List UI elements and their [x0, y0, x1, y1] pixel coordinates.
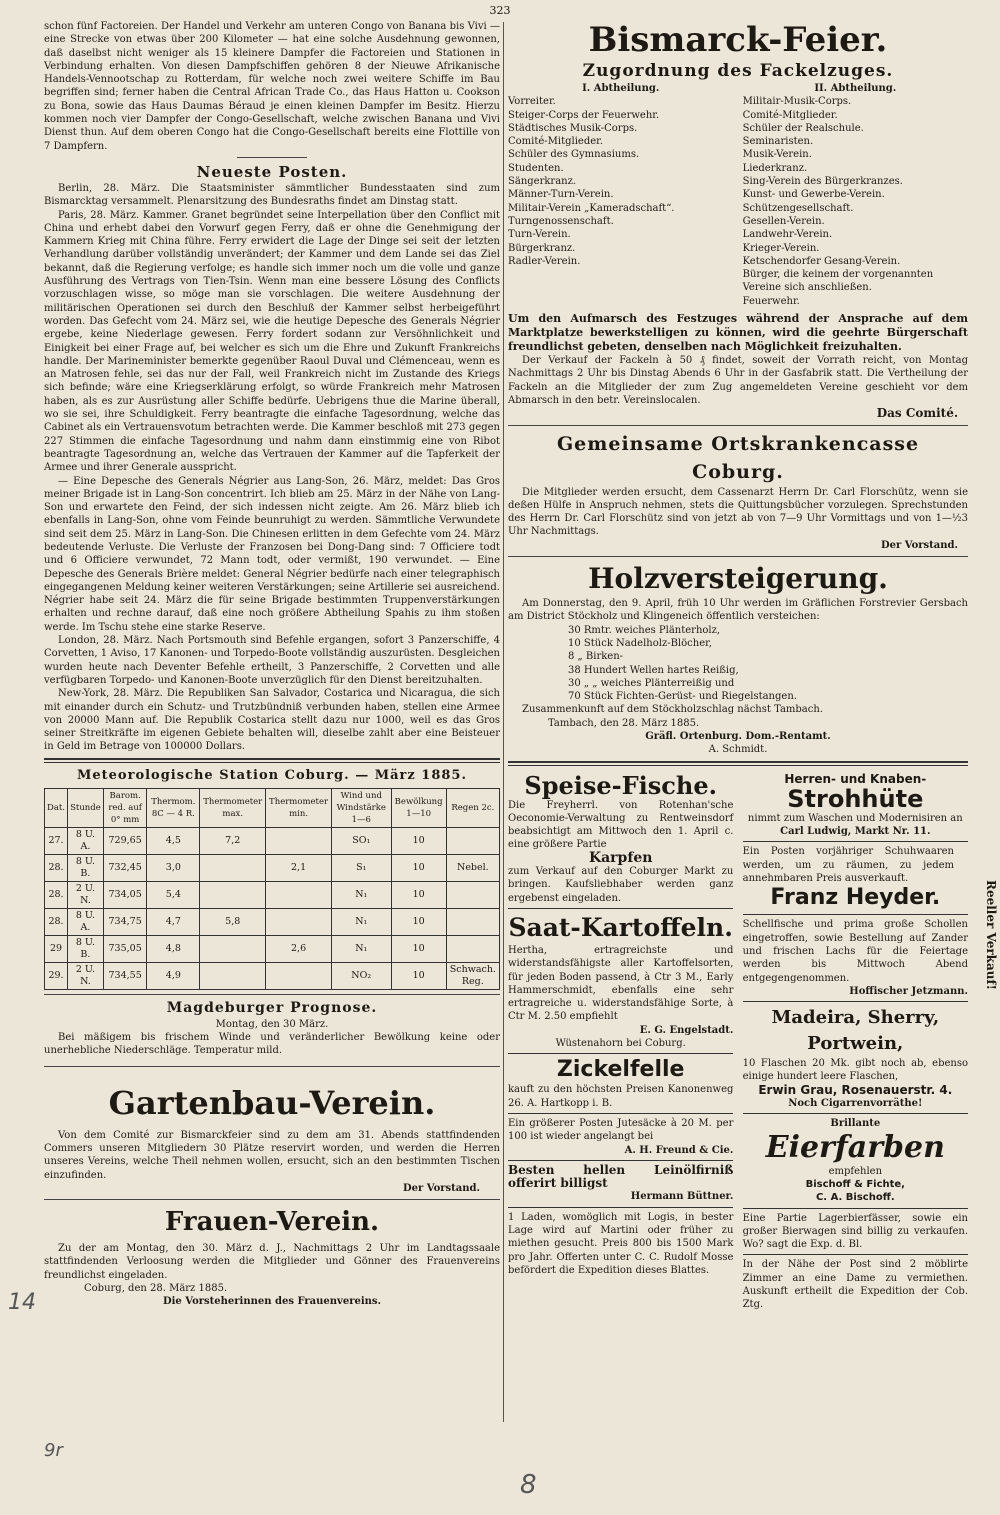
saat-title: Saat-Kartoffeln. [508, 912, 733, 942]
list-item: Feuerwehr. [742, 295, 800, 307]
holz-sign: Gräfl. Ortenburg. Dom.-Rentamt. [645, 730, 831, 742]
saat-place: Wüstenahorn bei Coburg. [555, 1038, 686, 1050]
bismarck-title: Bismarck-Feier. [588, 20, 888, 60]
garten-text: Von dem Comité zur Bismarckfeier sind zu dem am 31. Abends stattfindenden Commers unseren Mitgliedern 30 Plätze reservirt worden, und werden die Herren unseres Vereins, welche Theil nehmen wollen, ersucht, sich an den bestimmten Tischen einzufinden. [44, 1129, 500, 1181]
hut-sign: Carl Ludwig, Markt Nr. 11. [780, 826, 931, 838]
right-column [508, 20, 968, 1315]
kranken-title: Gemeinsame Ortskrankencasse Coburg. [556, 432, 920, 483]
fische-title: Speise-Fische. [524, 770, 717, 800]
holz-name: A. Schmidt. [708, 744, 768, 756]
zickel-text: kauft zu den höchsten Preisen Kanonenweg 26. A. Hartkopp i. B. [508, 1084, 734, 1109]
list-item: Radler-Verein. [508, 255, 581, 267]
list-item: Kunst- und Gewerbe-Verein. [742, 189, 885, 201]
list-item: Städtisches Musik-Corps. [508, 122, 638, 134]
madeira-note: Noch Cigarrenvorräthe! [788, 1098, 923, 1110]
list-item: Comité-Mitglieder. [508, 136, 604, 148]
weather-cell: N₁ [331, 881, 391, 908]
congo-article: schon fünf Factoreien. Der Handel und Verkehr am unteren Congo von Banana bis Vivi — eine Strecke von etwas über 200 Kilometer — hat eine solche Ausdehnung gewonnen, daß daselbst nicht weniger als 15 kleinere Dampfer die Factoreien und Stationen in Verbindung erhalten. Von diesen Dampfschiffen gehören 8 der Nieuwe Afrikanische Handels-Vennootschap zu Rotterdam, für welche noch zwei weitere Schiffe im Bau begriffen sind; ferner haben die Central African Trade Co., das Haus Hatton u. Cookson zu Bona, sowie das Haus Daumas Béraud je einen kleinen Dampfer im Besitz. Hierzu kommen noch vier Dampfer der Congo-Gesellschaft, welche zwischen Banana und Vivi Dienst thun. Auf dem oberen Congo hat die Congo-Gesellschaft bereits eine Flottille von 7 Dampfern. [44, 21, 500, 152]
prognose-title: Magdeburger Prognose. [166, 999, 378, 1016]
weather-cell: N₁ [331, 935, 391, 962]
table-row [45, 962, 500, 989]
kranken-sign: Der Vorstand. [880, 539, 958, 551]
news-paris: Paris, 28. März. Kammer. Granet begründet seine Interpellation über den Conflict mit China und erhebt dabei den Vorwurf gegen Ferry, daß er ohne die Genehmigung der Kammern Krieg mit China führe. Ferry erwidert die Lage der Dinge sei seit der letzten Verhandlung darüber vollständig unverändert; der Kammer und dem Lande sei das Ziel bekannt, daß die Regierung verfolge; es handle sich immer noch um die volle und ganze Ausführung des Vertrags von Tien-Tsin. Wenn man eine bessere Lösung des Conflicts vorzuschlagen wisse, so möge man sie vorschlagen. Die weitere Ausdehnung der militärischen Operationen sei durch den Beschluß der Kammer selbst herbeigeführt worden. Das Gefecht vom 24. März sei, wie die heutige Depesche des Generals Négrier ergebe, keine Niederlage gewesen. Ferry fordert sodann zur Versöhnlichkeit und Einigkeit bei einer Frage auf, bei welcher es sich um die Ehre und Zukunft Frankreichs handle. Der Marineminister bemerkte gegenüber Raoul Duval und Clémenceau, wenn es an Matrosen fehle, sei das nur der Fall, weil Frankreich nicht im Zustande des Kriegs sich befinde; wäre eine Kriegserklärung erfolgt, so würde Frankreich mehr Matrosen haben, als es zur Ausrüstung aller Schiffe bedürfe. Uebrigens thue die Marine überall, wo sie sei, ihre Schuldigkeit. Ferry beantragte die einfache Tagesordnung, welche das Cabinet als ein Vertrauensvotum betrachten werde. Die Kammer beschloß mit 273 gegen 227 Stimmen die einfache Tagesordnung und nahm dann einstimmig eine von Ribot beantragte Tagesordnung an, welche das Vertrauen der Kammer auf die Tapferkeit der Armee und ihrer Generale ausspricht. [44, 209, 500, 474]
aufmarsch-text: Um den Aufmarsch des Festzuges während der Ansprache auf dem Marktplatze bewerkstelligen zu können, wird die geehrte Bürgerschaft freundlichst gebeten, denselben nach Möglichkeit freizuhalten. [508, 312, 968, 354]
abteilung-1-list [508, 95, 733, 268]
heyder-sign: Franz Heyder. [770, 885, 941, 911]
weather-cell: 27. [45, 827, 68, 854]
eier-sign-1: Bischoff & Fichte, [805, 1178, 905, 1190]
ad-strohhuete [743, 770, 968, 843]
divider [44, 758, 500, 763]
weather-cell: 10 [391, 962, 446, 989]
divider [237, 157, 307, 158]
weather-cell: 8 U. B. [68, 854, 104, 881]
ad-lager [743, 1209, 968, 1256]
holz-title: Holzversteigerung. [588, 562, 888, 596]
weather-cell: 2 U. N. [68, 881, 104, 908]
weather-header: Bewölkung 1—10 [391, 788, 446, 827]
weather-cell: 5,4 [147, 881, 200, 908]
weather-cell [200, 881, 266, 908]
frauen-text: Zu der am Montag, den 30. März d. J., Nachmittags 2 Uhr im Landtagssaale stattfindenden Verloosung werden die Mitglieder und Gönner des Frauenvereins freundlichst eingeladen. [44, 1243, 500, 1281]
verkauf-text: Der Verkauf der Fackeln à 50 ₰ findet, soweit der Vorrath reicht, von Montag Nachmittags 2 Uhr bis Dinstag Abends 6 Uhr in der Gasfabrik statt. Die Vertheilung der Fackeln an die Mitglieder der zum Zug angemeldeten Vereine geschieht vor dem Abmarsch in den betr. Vereinslocalen. [508, 355, 968, 406]
frauen-sign: Die Vorsteherinnen des Frauenvereins. [162, 1296, 382, 1308]
news-newyork: New-York, 28. März. Die Republiken San Salvador, Costarica und Nicaragua, die sich mit einander durch ein Schutz- und Trutzbündniß verbunden haben, stellen eine Armee von 20000 Mann auf. Die Republik Costarica stellt dazu nur 1000, weil es das Gros seiner Streitkräfte im eigenen Gebiete behalten will, dieselbe zahlt aber eine Beisteuer in Geld im Betrage von 100000 Dollars. [44, 688, 500, 753]
table-row [45, 827, 500, 854]
leinoel-sign: Hermann Büttner. [630, 1191, 734, 1203]
table-row [45, 881, 500, 908]
prognose-date: Montag, den 30 März. [215, 1018, 329, 1030]
weather-cell: 5,8 [200, 908, 266, 935]
leinoel-text: Besten hellen Leinölfirniß offerirt billigst [508, 1162, 734, 1191]
madeira-title: Madeira, Sherry, Portwein, [771, 1007, 940, 1055]
ad-zickel [508, 1054, 733, 1114]
ad-heyder [743, 842, 968, 915]
weather-cell: NO₂ [331, 962, 391, 989]
news-paris-2: — Eine Depesche des Generals Négrier aus Lang-Son, 26. März, meldet: Das Gros meiner Brigade ist in Lang-Son concentrirt. Ich blieb am 25. März in der Nähe von Lang-Son und erwartete den Feind, der sich indessen nicht zeigte. Am 26. März blieb ich ebenfalls in Lang-Son, ohne vom Feinde beunruhigt zu werden. Sämmtliche Verwundete sind seit dem 25. März in Lang-Son. Die Chinesen erlitten in dem Gefechte vom 24. März bedeutende Verluste. Die Verluste der Franzosen bei Dong-Dang sind: 7 Officiere todt und 6 Officiere verwundet, 72 Mann todt, oder vermißt, 190 verwundet. — Eine Depesche des Generals Brière meldet: General Négrier bedürfe nach einer telegraphisch eingegangenen Meldung keiner weiteren Verstärkungen; seine Artillerie sei ausreichend. Négrier habe seit 24. März die für seine Brigade bestimmten Truppenverstärkungen erhalten und rechne darauf, daß eine noch größere Abtheilung Spahis zu ihm stoßen werde. Im Tschu stehe eine starke Reserve. [44, 475, 500, 633]
list-item: Seminaristen. [742, 136, 814, 148]
table-row [45, 935, 500, 962]
weather-cell: 8 U. B. [68, 935, 104, 962]
abteilung-2 [743, 82, 968, 308]
ad-fische [508, 770, 733, 909]
ad-eierfarben [743, 1114, 968, 1208]
divider [44, 1066, 500, 1067]
divider [44, 994, 500, 995]
weather-header: Dat. [45, 788, 68, 827]
weather-cell [266, 881, 332, 908]
list-item: Ketschendorfer Gesang-Verein. [742, 255, 901, 267]
column-divider [503, 22, 504, 1422]
ad-schellfische [743, 915, 968, 1002]
weather-cell: 8 U. A. [68, 908, 104, 935]
weather-cell: SO₁ [331, 827, 391, 854]
list-item: Sing-Verein des Bürgerkranzes. [742, 176, 903, 188]
margin-note-1: 14 [8, 1290, 36, 1315]
list-item: Turn-Verein. [508, 229, 571, 241]
ad-jute [508, 1114, 733, 1161]
comite-sign: Das Comité. [876, 406, 958, 421]
saat-text: Hertha, ertragreichste und widerstandsfähigste aller Kartoffelsorten, für jeden Boden passend, à Ctr 3 M., Early Hammerschmidt, ebenfalls eine sehr ertragreiche u. widerstandsfähige Sorte, à Ctr M. 2.50 empfiehlt [508, 944, 734, 1023]
eier-text: empfehlen [828, 1165, 883, 1177]
list-item: Schüler des Gymnasiums. [508, 149, 640, 161]
news-london: London, 28. März. Nach Portsmouth sind Befehle ergangen, sofort 3 Panzerschiffe, 4 Corvetten, 1 Aviso, 17 Kanonen- und Torpedo-Boote vollständig auszurüsten. Desgleichen wurden heute nach Deventer Befehle ertheilt, 3 Panzerschiffe, 2 Corvetten und alle verfügbaren Torpedo- und Kanonen-Boote unverzüglich für den Dienst bereitzuhalten. [44, 635, 500, 686]
weather-cell [446, 827, 499, 854]
weather-header: Regen 2c. [446, 788, 499, 827]
weather-cell: 28. [45, 881, 68, 908]
eier-pre: Brillante [830, 1118, 881, 1130]
list-item: Turngenossenschaft. [508, 215, 614, 227]
weather-header: Wind und Windstärke 1—6 [331, 788, 391, 827]
list-item: Bürgerkranz. [508, 242, 576, 254]
schell-text: Schellfische und prima große Schollen eingetroffen, sowie Bestellung auf Zander und frischen Lachs für die Feiertage werden bis Mittwoch Abend entgegengenommen. [742, 919, 968, 984]
divider [508, 425, 968, 426]
list-item: Krieger-Verein. [742, 242, 820, 254]
list-item: Studenten. [508, 162, 564, 174]
lager-text: Eine Partie Lagerbierfässer, sowie ein großer Bierwagen sind billig zu verkaufen. Wo? sagt die Exp. d. Bl. [742, 1212, 968, 1251]
weather-cell: 28. [45, 854, 68, 881]
weather-table [44, 788, 500, 990]
weather-cell: 2 U. N. [68, 962, 104, 989]
fackel-order [508, 82, 968, 308]
abteilung-1 [508, 82, 733, 308]
saat-sign: E. G. Engelstadt. [639, 1024, 734, 1036]
fische-text: Die Freyherrl. von Rotenhan'sche Oeconomie-Verwaltung zu Rentweinsdorf beabsichtigt am Mittwoch den 1. April c. eine größere Partie [508, 799, 734, 851]
weather-cell [446, 935, 499, 962]
fackel-title: Zugordnung des Fackelzuges. [582, 61, 894, 81]
list-item: Vorreiter. [508, 96, 556, 108]
weather-cell: S₁ [331, 854, 391, 881]
news-berlin: Berlin, 28. März. Die Staatsminister sämmtlicher Bundesstaaten sind zum Bismarcktag versammelt. Plenarsitzung des Bundesraths findet am Dinstag statt. [44, 182, 500, 208]
weather-header: Thermom. 8C — 4 R. [147, 788, 200, 827]
weather-cell: Nebel. [446, 854, 499, 881]
holz-items [508, 624, 968, 704]
fische-text-2: zum Verkauf auf den Coburger Markt zu bringen. Kaufsliebhaber werden ganz ergebenst eingeladen. [508, 866, 734, 904]
fische-karpfen: Karpfen [588, 849, 653, 866]
ads-grid [508, 770, 968, 1315]
weather-cell [266, 827, 332, 854]
weather-cell: 10 [391, 908, 446, 935]
madeira-text: 10 Flaschen 20 Mk. gibt noch ab, ebenso einige hundert leere Flaschen, [742, 1058, 968, 1083]
news-heading: Neueste Posten. [196, 162, 348, 181]
eier-sign-2: C. A. Bischoff. [815, 1192, 895, 1204]
weather-cell: Schwach. Reg. [446, 962, 499, 989]
eier-title: Eierfarben [765, 1129, 945, 1165]
madeira-sign: Erwin Grau, Rosenauerstr. 4. [758, 1082, 953, 1097]
ad-laden [508, 1208, 733, 1280]
weather-header: Stunde [68, 788, 104, 827]
weather-header: Thermometer min. [266, 788, 332, 827]
kranken-text: Die Mitglieder werden ersucht, dem Cassenarzt Herrn Dr. Carl Florschütz, wenn sie deßen Hülfe in Anspruch nehmen, stets die Quittungsbücher vorzulegen. Sprechstunden des Herrn Dr. Carl Florschütz sind von jetzt ab von 7—9 Uhr Vormittags und von 1—½3 Uhr Nachmittags. [508, 486, 968, 538]
weather-cell: 735,05 [103, 935, 147, 962]
frauen-date: Coburg, den 28. März 1885. [84, 1283, 228, 1294]
list-item: 38 Hundert Wellen hartes Reißig, [568, 664, 739, 676]
holz-meet: Zusammenkunft auf dem Stöckholzschlag nächst Tambach. [522, 704, 823, 716]
list-item: Militair-Musik-Corps. [742, 96, 852, 108]
weather-cell: 729,65 [103, 827, 147, 854]
weather-cell [266, 908, 332, 935]
weather-cell: 10 [391, 854, 446, 881]
page-number: 323 [489, 4, 511, 17]
list-item: Bürger, die keinem der vorgenannten Vereine sich anschließen. [742, 269, 934, 294]
list-item: Männer-Turn-Verein. [508, 189, 614, 201]
weather-title: Meteorologische Station Coburg. — März 1885. [76, 767, 467, 783]
holz-text: Am Donnerstag, den 9. April, früh 10 Uhr werden im Gräflichen Forstrevier Gersbach am District Stöckholz und Klingeneich öffentlich versteichen: [508, 598, 968, 623]
ad-madeira [743, 1002, 968, 1114]
weather-cell: 28. [45, 908, 68, 935]
weather-cell: 732,45 [103, 854, 147, 881]
weather-cell [446, 908, 499, 935]
weather-cell [266, 962, 332, 989]
weather-cell: 29. [45, 962, 68, 989]
abteilung-1-title: I. Abtheilung. [582, 83, 660, 94]
garten-title: Gartenbau-Verein. [108, 1083, 436, 1122]
hut-title-1: Herren- und Knaben- [784, 771, 927, 786]
weather-cell: 29 [45, 935, 68, 962]
ad-leinoel [508, 1161, 733, 1208]
list-item: Sängerkranz. [508, 176, 577, 188]
list-item: 8 „ Birken- [568, 651, 624, 663]
divider [508, 761, 968, 766]
weather-header: Barom. red. auf 0° mm [103, 788, 147, 827]
margin-note-3: 8 [520, 1470, 537, 1500]
weather-header: Thermometer max. [200, 788, 266, 827]
weather-cell: 4,7 [147, 908, 200, 935]
list-item: Comité-Mitglieder. [742, 109, 838, 121]
list-item: 30 Rmtr. weiches Plänterholz, [568, 624, 721, 636]
list-item: Landwehr-Verein. [742, 229, 833, 241]
list-item: Gesellen-Verein. [742, 215, 825, 227]
weather-cell: 10 [391, 935, 446, 962]
list-item: 70 Stück Fichten-Gerüst- und Riegelstangen. [568, 691, 797, 703]
abteilung-2-title: II. Abtheilung. [814, 83, 897, 94]
jute-text: Ein größerer Posten Jutesäcke à 20 M. per 100 ist wieder angelangt bei [508, 1117, 734, 1143]
weather-cell [200, 935, 266, 962]
left-column [44, 20, 500, 1309]
weather-cell: 10 [391, 827, 446, 854]
weather-cell [200, 962, 266, 989]
weather-cell: 2,6 [266, 935, 332, 962]
list-item: Militair-Verein „Kameradschaft“. [508, 202, 675, 214]
list-item: Musik-Verein. [742, 149, 812, 161]
ads-left [508, 770, 733, 1315]
heyder-vertical-note: Reeller Verkauf! [984, 880, 998, 990]
schell-sign: Hoffischer Jetzmann. [849, 985, 968, 997]
list-item: Schützengesellschaft. [742, 202, 854, 214]
weather-cell: N₁ [331, 908, 391, 935]
weather-cell: 4,9 [147, 962, 200, 989]
abteilung-2-list [743, 95, 968, 308]
laden-text: 1 Laden, womöglich mit Logis, in bester Lage wird auf Martini oder früher zu miethen gesucht. Preis 800 bis 1500 Mark pro Jahr. Offerten unter C. C. Rudolf Mosse befördert die Expedition dieses Blattes. [508, 1211, 734, 1276]
list-item: 30 „ „ weiches Plänterreißig und [568, 677, 735, 689]
weather-cell: 2,1 [266, 854, 332, 881]
weather-cell [446, 881, 499, 908]
weather-cell: 3,0 [147, 854, 200, 881]
weather-cell: 10 [391, 881, 446, 908]
hut-text: nimmt zum Waschen und Modernisiren an [747, 812, 963, 824]
frauen-title: Frauen-Verein. [164, 1207, 380, 1238]
weather-cell: 734,05 [103, 881, 147, 908]
weather-cell: 4,5 [147, 827, 200, 854]
zimmer-text: In der Nähe der Post sind 2 möblirte Zimmer an eine Dame zu vermiethen. Auskunft ertheilt die Expedition der Cob. Ztg. [742, 1259, 968, 1311]
weather-cell: 8 U. A. [68, 827, 104, 854]
ads-right [743, 770, 968, 1315]
weather-cell: 4,8 [147, 935, 200, 962]
divider [508, 556, 968, 557]
weather-cell [200, 854, 266, 881]
list-item: Schüler der Realschule. [742, 122, 864, 134]
table-row [45, 908, 500, 935]
zickel-title: Zickelfelle [556, 1057, 685, 1083]
holz-date: Tambach, den 28. März 1885. [548, 717, 700, 729]
margin-note-2: 9r [44, 1440, 63, 1461]
jute-sign: A. H. Freund & Cie. [624, 1144, 734, 1156]
table-row [45, 854, 500, 881]
list-item: Liederkranz. [742, 162, 808, 174]
ad-saat [508, 909, 733, 1054]
ad-zimmer [743, 1255, 968, 1314]
hut-title-2: Strohhüte [787, 784, 924, 813]
list-item: 10 Stück Nadelholz-Blöcher, [568, 637, 712, 649]
weather-cell: 734,75 [103, 908, 147, 935]
prognose-text: Bei mäßigem bis frischem Winde und veränderlicher Bewölkung keine oder unerhebliche Niederschläge. Temperatur mild. [44, 1032, 500, 1057]
weather-cell: 734,55 [103, 962, 147, 989]
list-item: Steiger-Corps der Feuerwehr. [508, 109, 660, 121]
heyder-text: Ein Posten vorjähriger Schuhwaaren werden, um zu räumen, zu jedem annehmbaren Preis ausverkauft. [742, 846, 954, 885]
divider [44, 1199, 500, 1200]
weather-cell: 7,2 [200, 827, 266, 854]
garten-sign: Der Vorstand. [402, 1182, 480, 1194]
